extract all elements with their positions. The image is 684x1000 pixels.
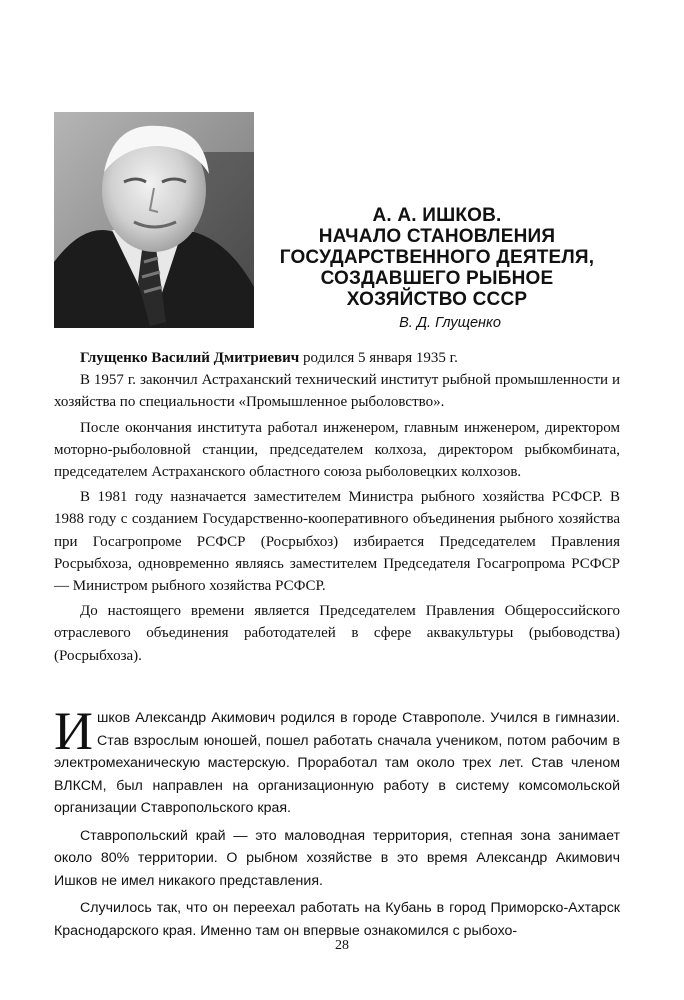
bio-paragraph: [54, 347, 620, 369]
bio-birth-text: родился 5 января 1935 г.: [299, 350, 458, 366]
author-bio: [54, 347, 620, 670]
body-paragraph: Ставропольский край — это маловодная территория, степная зона занимает около 80% территории. О рыбном хозяйстве в это время Александр Акимович Ишков не имел никакого представления.: [54, 827, 620, 889]
title-line: ХОЗЯЙСТВО СССР: [346, 289, 528, 310]
title-line: НАЧАЛО СТАНОВЛЕНИЯ: [318, 226, 556, 247]
page-number: 28: [335, 938, 349, 953]
body-paragraph: [54, 701, 620, 820]
author-portrait-photo: [54, 112, 254, 328]
article-title: [262, 205, 612, 310]
drop-cap: И: [54, 701, 93, 761]
article-author: В. Д. Глущенко: [399, 315, 501, 331]
title-line: СОЗДАВШЕГО РЫБНОЕ: [320, 268, 554, 289]
article-body: [54, 701, 620, 947]
bio-paragraph: До настоящего времени является Председателем Правления Общероссийского отраслевого объединения работодателей в сфере аквакультуры (рыбоводства) (Росрыбхоза).: [54, 603, 620, 664]
bio-paragraph: После окончания института работал инженером, главным инженером, директором моторно-рыболовной станции, председателем колхоза, директором рыбкомбината, председателем Астраханского областного союза рыболовецких колхозов.: [54, 419, 620, 481]
bio-paragraph: В 1981 году назначается заместителем Министра рыбного хозяйства РСФСР. В 1988 году с созданием Государственно-кооперативного объединения рыбного хозяйства при Госагропроме РСФСР (Росрыбхоз) избирается Председателем Правления Росрыбхоза, одновременно являясь заместителем Председателя Госагропрома РСФСР — Министром рыбного хозяйства РСФСР.: [54, 489, 620, 595]
title-line: А. А. ИШКОВ.: [372, 205, 502, 226]
bio-name: Глущенко Василий Дмитриевич: [80, 350, 300, 366]
body-paragraph-text: шков Александр Акимович родился в городе Ставрополе. Учился в гимназии. Став взрослым юношей, пошел работать сначала учеником, потом рабочим в электромеханическую мастерскую. Проработал там около трех лет. Став членом ВЛКСМ, был направлен на организационную работу в систему комсомольской организации Ставропольского края.: [54, 710, 620, 816]
bio-paragraph: В 1957 г. закончил Астраханский технический институт рыбной промышленности и хозяйства по специальности «Промышленное рыболовство».: [54, 372, 620, 411]
body-paragraph: Случилось так, что он переехал работать на Кубань в город Приморско-Ахтарск Краснодарского края. Именно там он впервые ознакомился с рыбохо-: [54, 900, 620, 939]
title-line: ГОСУДАРСТВЕННОГО ДЕЯТЕЛЯ,: [279, 247, 595, 268]
